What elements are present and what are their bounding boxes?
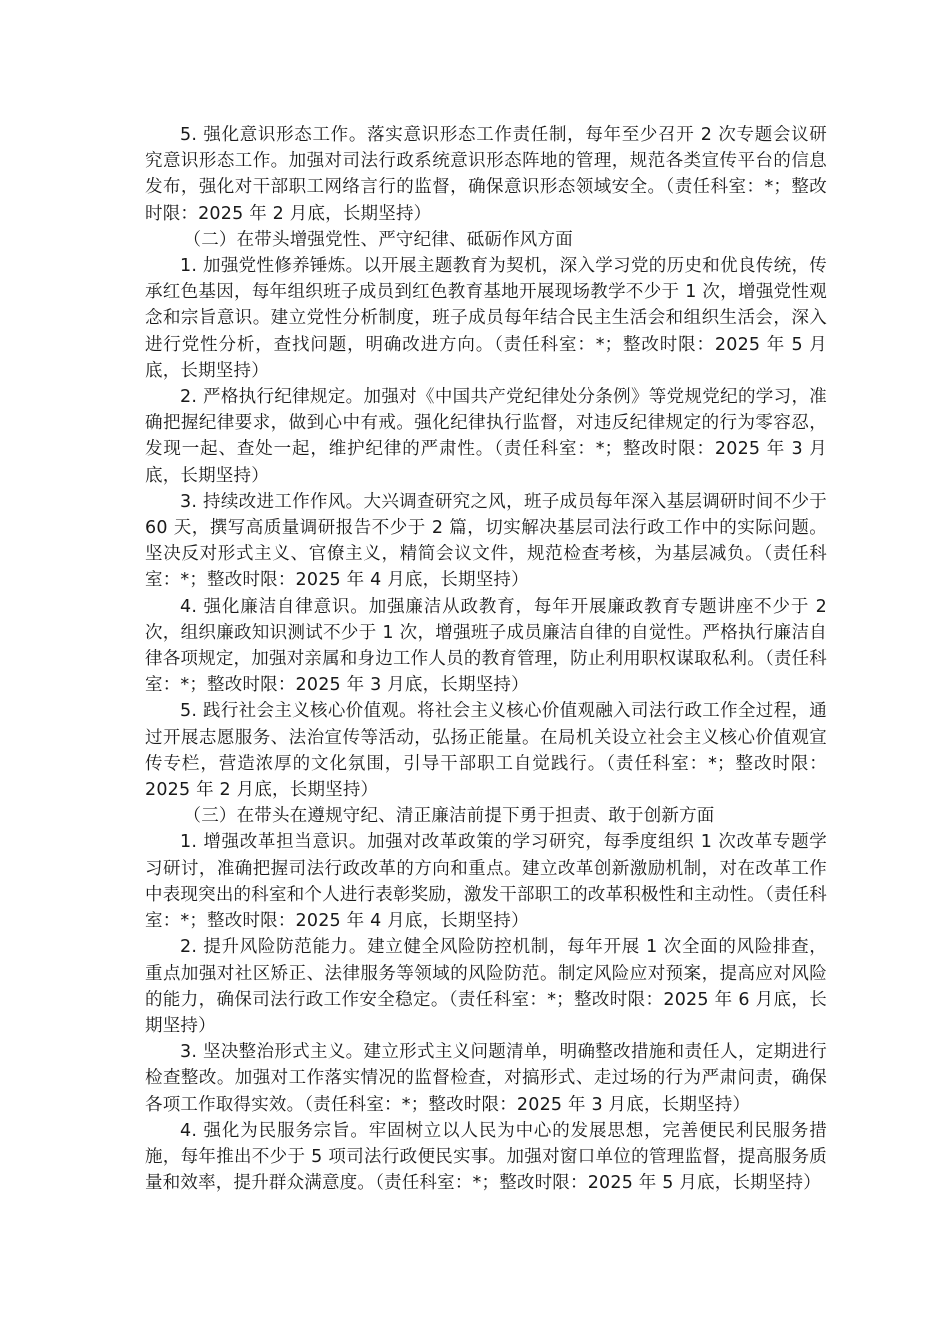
paragraph-integrity: 4. 强化廉洁自律意识。加强廉洁从政教育，每年开展廉政教育专题讲座不少于 2 次，组织廉政知识测试不少于 1 次，增强班子成员廉洁自律的自觉性。严格执行廉洁自律各项规定，加强对亲属和身边工作人员的教育管理，防止利用职权谋取私利。（责任科室：*；整改时限：2025 年 3 月底，长期坚持） [145, 596, 827, 696]
section-heading-responsibility-innovation: （三）在带头在遵规守纪、清正廉洁前提下勇于担责、敢于创新方面 [183, 806, 715, 827]
paragraph-ideology-work: 5. 强化意识形态工作。落实意识形态工作责任制，每年至少召开 2 次专题会议研究意识形态工作。加强对司法行政系统意识形态阵地的管理，规范各类宣传平台的信息发布，强化对干部职工网络言行的监督，确保意识形态领域安全。（责任科室：*；整改时限：2025 年 2 月底，长期坚持） [145, 125, 827, 224]
paragraph-formalism: 3. 坚决整治形式主义。建立形式主义问题清单，明确整改措施和责任人，定期进行检查整改。加强对工作落实情况的监督检查，对搞形式、走过场的行为严肃问责，确保各项工作取得实效。（责任科室：*；整改时限：2025 年 3 月底，长期坚持） [145, 1042, 827, 1115]
paragraph-reform: 1. 增强改革担当意识。加强对改革政策的学习研究，每季度组织 1 次改革专题学习研讨，准确把握司法行政改革的方向和重点。建立改革创新激励机制，对在改革工作中表现突出的科室和个人进行表彰奖励，激发干部职工的改革积极性和主动性。（责任科室：*；整改时限：2025 年 4 月底，长期坚持） [145, 832, 827, 932]
paragraph-work-style: 3. 持续改进工作作风。大兴调查研究之风，班子成员每年深入基层调研时间不少于 60 天，撰写高质量调研报告不少于 2 篇，切实解决基层司法行政工作中的实际问题。坚决反对形式主义、官僚主义，精简会议文件，规范检查考核，为基层减负。（责任科室：*；整改时限：2025 年 4 月底，长期坚持） [145, 491, 827, 591]
paragraph-party-spirit: 1. 加强党性修养锤炼。以开展主题教育为契机，深入学习党的历史和优良传统，传承红色基因，每年组织班子成员到红色教育基地开展现场教学不少于 1 次，增强党性观念和宗旨意识。建立党性分析制度，班子成员每年结合民主生活会和组织生活会，深入进行党性分析，查找问题，明确改进方向。（责任科室：*；整改时限：2025 年 5 月底，长期坚持） [145, 256, 827, 381]
paragraph-risk-prevention: 2. 提升风险防范能力。建立健全风险防控机制，每年开展 1 次全面的风险排查，重点加强对社区矫正、法律服务等领域的风险防范。制定风险应对预案，提高应对风险的能力，确保司法行政工作安全稳定。（责任科室：*；整改时限：2025 年 6 月底，长期坚持） [145, 937, 827, 1036]
paragraph-discipline-rules: 2. 严格执行纪律规定。加强对《中国共产党纪律处分条例》等党规党纪的学习，准确把握纪律要求，做到心中有戒。强化纪律执行监督，对违反纪律规定的行为零容忍，发现一起、查处一起，维护纪律的严肃性。（责任科室：*；整改时限：2025 年 3 月底，长期坚持） [145, 387, 827, 486]
paragraph-public-service: 4. 强化为民服务宗旨。牢固树立以人民为中心的发展思想，完善便民利民服务措施，每年推出不少于 5 项司法行政便民实事。加强对窗口单位的管理监督，提高服务质量和效率，提升群众满意度。（责任科室：*；整改时限：2025 年 5 月底，长期坚持） [145, 1120, 827, 1194]
paragraph-core-values: 5. 践行社会主义核心价值观。将社会主义核心价值观融入司法行政工作全过程，通过开展志愿服务、法治宣传等活动，弘扬正能量。在局机关设立社会主义核心价值观宣传专栏，营造浓厚的文化氛围，引导干部职工自觉践行。（责任科室：*；整改时限：2025 年 2 月底，长期坚持） [145, 701, 827, 801]
document-page [145, 122, 827, 1196]
section-heading-party-discipline: （二）在带头增强党性、严守纪律、砥砺作风方面 [183, 229, 573, 250]
